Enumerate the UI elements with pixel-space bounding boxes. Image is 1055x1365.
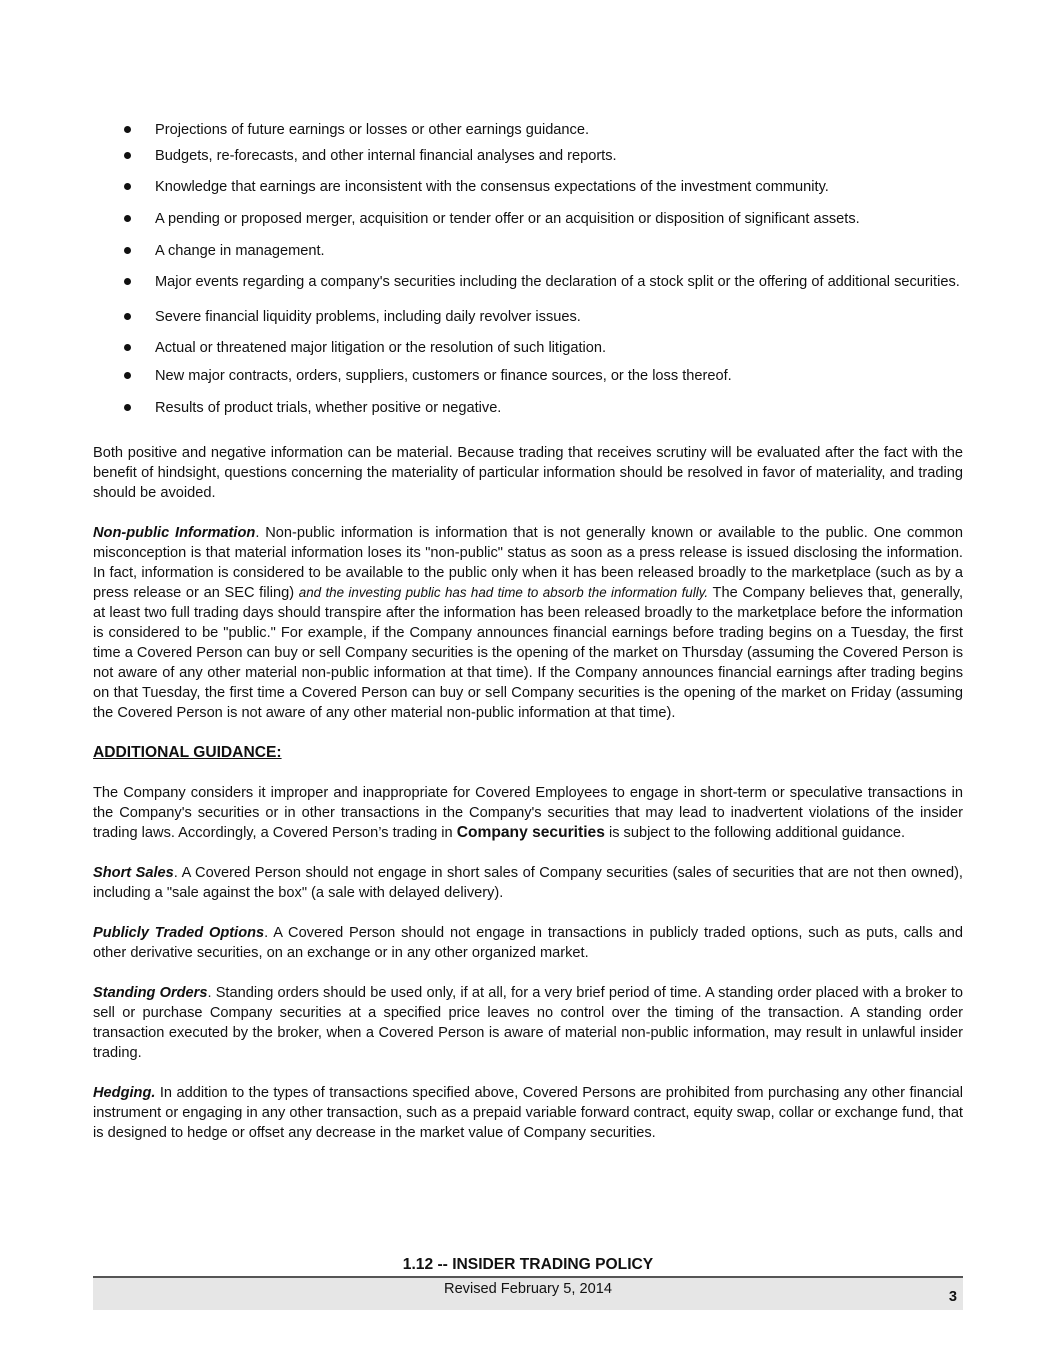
- list-item-text: Major events regarding a company's securities including the declaration of a stock split or the offering of additional securities.: [155, 274, 960, 290]
- nonpublic-lead: Non-public Information: [93, 525, 256, 541]
- list-item-text: Budgets, re-forecasts, and other internal financial analyses and reports.: [155, 148, 617, 164]
- options-paragraph: [93, 923, 963, 963]
- intro-text-continued: is subject to the following additional guidance.: [604, 825, 906, 841]
- list-item: [93, 398, 963, 418]
- additional-guidance-heading: ADDITIONAL GUIDANCE:: [93, 744, 282, 761]
- additional-intro-paragraph: [93, 783, 963, 843]
- standing-orders-paragraph: [93, 983, 963, 1063]
- list-item-text: Knowledge that earnings are inconsistent with the consensus expectations of the investment community.: [155, 179, 829, 195]
- list-item: [93, 209, 963, 229]
- list-item-text: A change in management.: [155, 243, 325, 259]
- list-item-text: New major contracts, orders, suppliers, customers or finance sources, or the loss thereof.: [155, 368, 732, 384]
- nonpublic-text-continued: The Company believes that, generally, at least two full trading days should transpire after the information has been released broadly to the marketplace before the information is considered to be "public." For example, if the Company announces financial earnings before trading begins on a Tuesday, the first time a Covered Person can buy or sell Company securities is the opening of the market on Thursday (assuming the Covered Person is not aware of any other material non-public information at that time). If the Company announces financial earnings after trading begins on that Tuesday, the first time a Covered Person can buy or sell Company securities is the opening of the market on Friday (assuming the Covered Person is not aware of any other material non-public information at that time).: [93, 585, 964, 721]
- bullet-icon: [124, 215, 131, 222]
- list-item-text: Severe financial liquidity problems, including daily revolver issues.: [155, 309, 581, 325]
- bullet-icon: [124, 278, 131, 285]
- short-sales-text: . A Covered Person should not engage in short sales of Company securities (sales of securities that are not then owned), including a "sale against the box" (a sale with delayed delivery).: [93, 865, 963, 901]
- footer-title: 1.12 -- INSIDER TRADING POLICY: [402, 1256, 654, 1273]
- list-item: [93, 366, 963, 386]
- list-item: [93, 241, 963, 261]
- footer-revised-date: Revised February 5, 2014: [444, 1281, 612, 1297]
- list-item: [93, 177, 963, 197]
- short-sales-lead: Short Sales: [93, 865, 174, 881]
- page-number: 3: [948, 1289, 957, 1305]
- bullet-icon: [124, 126, 131, 133]
- bullet-icon: [124, 152, 131, 159]
- footer-band: [93, 1278, 963, 1310]
- hedging-paragraph: [93, 1083, 963, 1143]
- document-body: [93, 120, 963, 1143]
- material-info-list: [93, 120, 963, 418]
- hedging-text: In addition to the types of transactions specified above, Covered Persons are prohibited from purchasing any other financial instrument or engaging in any other transaction, such as a prepaid variable forward contract, equity swap, collar or exchange fund, that is designed to hedge or offset any decrease in the market value of Company securities.: [93, 1085, 963, 1141]
- short-sales-paragraph: [93, 863, 963, 903]
- page-footer: [93, 1255, 963, 1310]
- bullet-icon: [124, 313, 131, 320]
- options-lead: Publicly Traded Options: [93, 925, 265, 941]
- list-item: [93, 338, 963, 358]
- standing-orders-text: . Standing orders should be used only, if at all, for a very brief period of time. A standing order placed with a broker to sell or purchase Company securities at a specified price leaves no control over the timing of the transaction. A standing order transaction executed by the broker, when a Covered Person is aware of material non-public information, may result in unlawful insider trading.: [93, 985, 963, 1061]
- bullet-icon: [124, 404, 131, 411]
- nonpublic-text: . Non-public information is information that is not generally known or available to the public. One common misconception is that material information loses its "non-public" status as soon as a press release is issued disclosing the information. In fact, information is considered to be available to the public only when it has been released broadly to the marketplace (such as by a press release or an SEC filing): [93, 525, 963, 601]
- nonpublic-italic: and the investing public has had time to absorb the information fully.: [298, 585, 709, 600]
- bullet-icon: [124, 183, 131, 190]
- list-item: [93, 272, 963, 292]
- list-item: [93, 146, 963, 166]
- nonpublic-paragraph: [93, 523, 963, 723]
- list-item-text: Results of product trials, whether positive or negative.: [155, 400, 502, 416]
- intro-text: The Company considers it improper and inappropriate for Covered Employees to engage in short-term or speculative transactions in the Company's securities or in other transactions in the Company's securities that may lead to inadvertent violations of the insider trading laws. Accordingly, a Covered Person’s trading in: [93, 785, 963, 841]
- list-item-text: A pending or proposed merger, acquisition or tender offer or an acquisition or disposition of significant assets.: [155, 211, 860, 227]
- intro-bold: Company securities: [456, 824, 605, 841]
- bullet-icon: [124, 372, 131, 379]
- list-item-text: Projections of future earnings or losses or other earnings guidance.: [155, 122, 590, 138]
- materiality-paragraph: Both positive and negative information can be material. Because trading that receives scrutiny will be evaluated after the fact with the benefit of hindsight, questions concerning the materiality of particular information should be resolved in favor of materiality, and trading should be avoided.: [93, 445, 963, 501]
- hedging-lead: Hedging.: [93, 1085, 156, 1101]
- list-item: [93, 307, 963, 327]
- standing-orders-lead: Standing Orders: [93, 985, 208, 1001]
- options-text: . A Covered Person should not engage in transactions in publicly traded options, such as puts, calls and other derivative securities, on an exchange or in any other organized market.: [93, 925, 964, 961]
- list-item-text: Actual or threatened major litigation or the resolution of such litigation.: [155, 340, 607, 356]
- bullet-icon: [124, 344, 131, 351]
- bullet-icon: [124, 247, 131, 254]
- list-item: [93, 120, 963, 140]
